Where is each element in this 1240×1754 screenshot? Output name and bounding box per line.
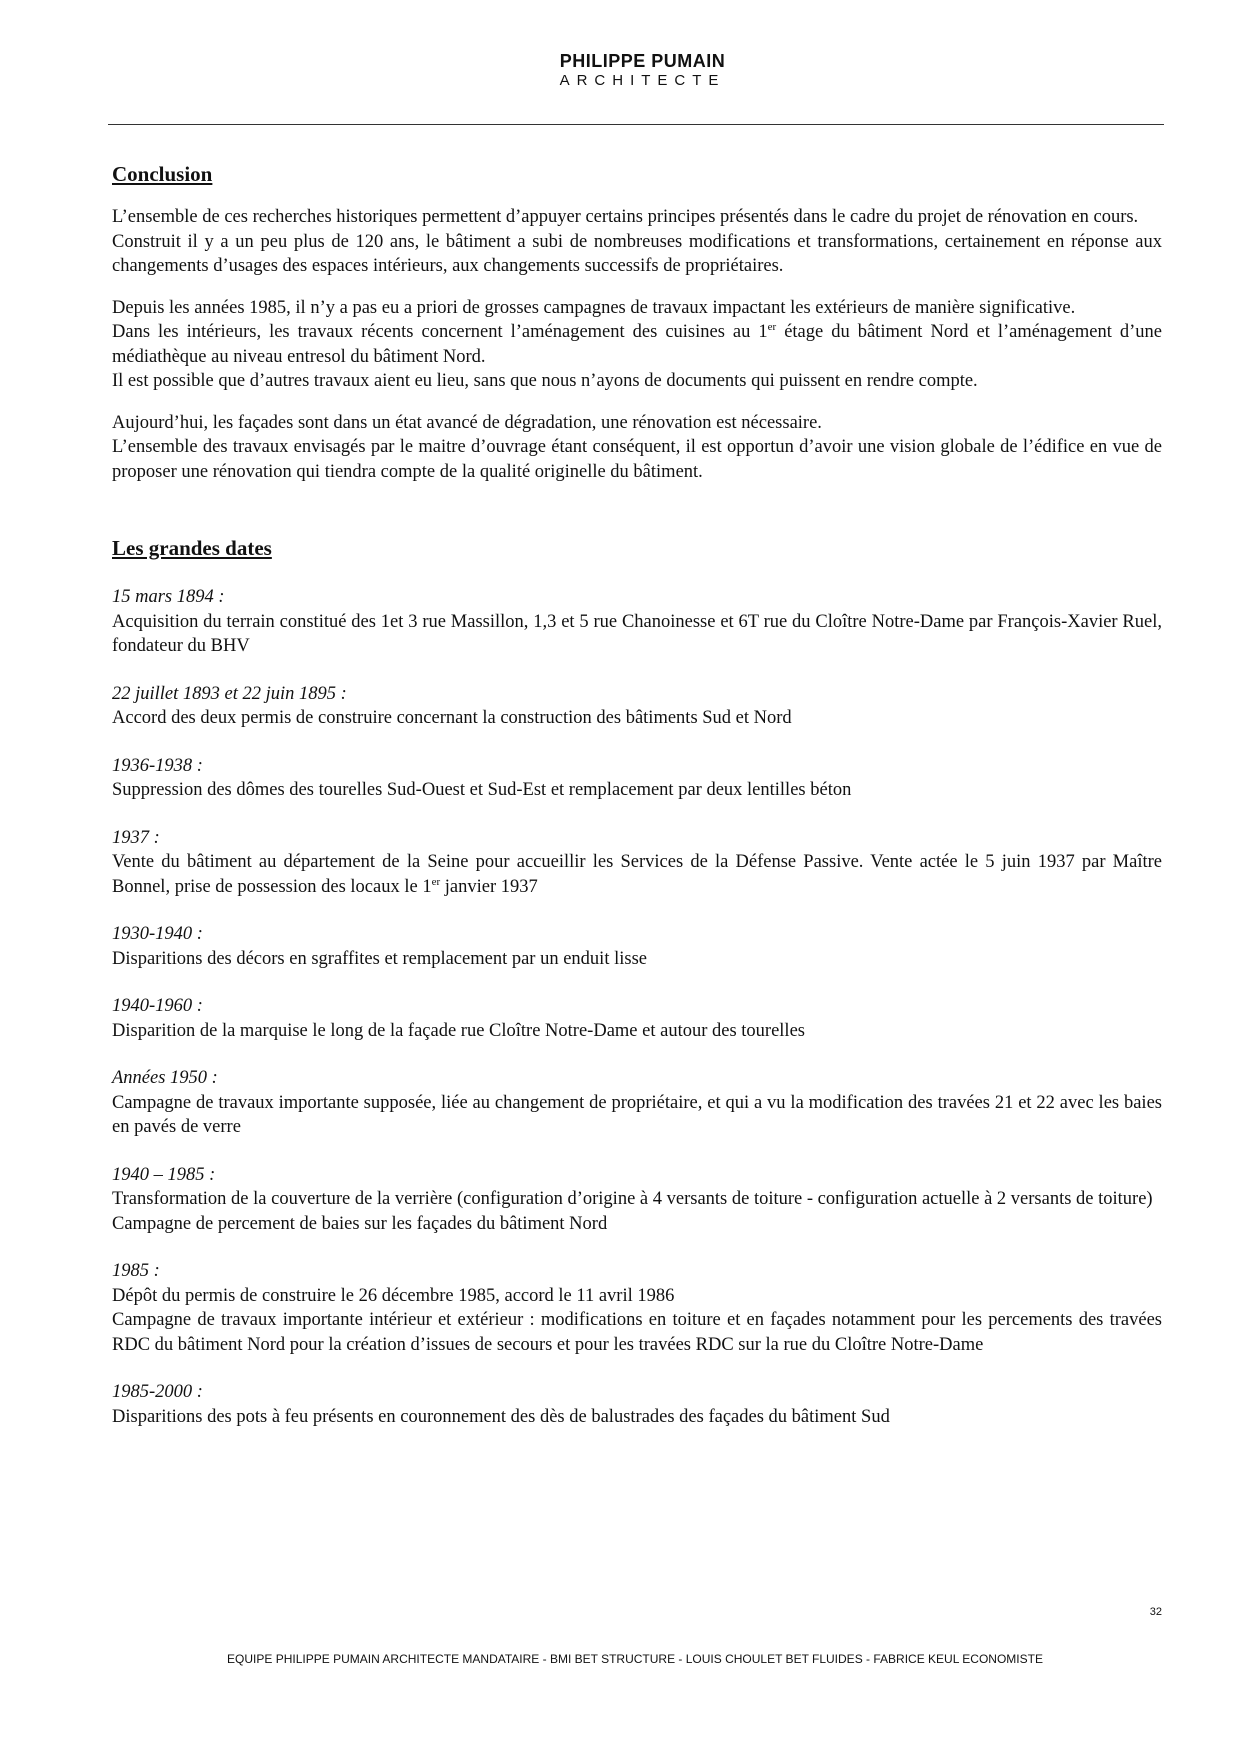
date-entry — [112, 1259, 1162, 1357]
entry-date: 22 juillet 1893 et 22 juin 1895 : — [112, 683, 347, 704]
date-entry — [112, 826, 1162, 900]
entry-description: Transformation de la couverture de la verrière (configuration d’origine à 4 versants de toiture - configuration actuelle à 2 versants de toiture) — [112, 1189, 1153, 1209]
date-entry — [112, 922, 1162, 971]
letterhead — [0, 50, 1240, 90]
entry-date: 1930-1940 : — [112, 924, 203, 944]
entry-description: Disparitions des pots à feu présents en couronnement des dès de balustrades des façades du bâtiment Sud — [112, 1406, 890, 1427]
footer-credits: EQUIPE PHILIPPE PUMAIN ARCHITECTE MANDATAIRE - BMI BET STRUCTURE - LOUIS CHOULET BET FLUIDES - FABRICE KEUL ECONOMISTE — [227, 1652, 1043, 1666]
entry-date: 1940 – 1985 : — [112, 1164, 216, 1185]
entry-date: 1937 : — [112, 827, 160, 848]
date-entry — [112, 682, 1162, 731]
architect-role: ARCHITECTE — [559, 72, 726, 89]
entry-date: 1985-2000 : — [112, 1382, 203, 1402]
conclusion-paragraph: Aujourd’hui, les façades sont dans un état avancé de dégradation, une rénovation est nécessaire. — [112, 412, 822, 433]
entry-description: Accord des deux permis de construire concernant la construction des bâtiments Sud et Nord — [112, 708, 792, 728]
conclusion-paragraph: L’ensemble de ces recherches historiques permettent d’appuyer certains principes présentés dans le cadre du projet de rénovation en cours. — [112, 207, 1139, 227]
date-entry — [112, 1163, 1162, 1237]
date-entry — [112, 754, 1162, 803]
conclusion-paragraph: Dans les intérieurs, les travaux récents concernent l’aménagement des cuisines au 1er étage du bâtiment Nord et l’aménagement d’une médiathèque au niveau entresol du bâtiment Nord. — [112, 321, 1162, 367]
conclusion-heading: Conclusion — [112, 162, 213, 186]
architect-name: PHILIPPE PUMAIN — [559, 51, 726, 71]
entry-description: Disparitions des décors en sgraffites et remplacement par un enduit lisse — [112, 948, 647, 969]
document-body — [112, 160, 1162, 1452]
entry-description: Vente du bâtiment au département de la Seine pour accueillir les Services de la Défense Passive. Vente actée le 5 juin 1937 par Maître Bonnel, prise de possession des locaux le 1er janvier 1937 — [112, 852, 1162, 897]
page-number: 32 — [1149, 1606, 1162, 1618]
header-divider — [108, 124, 1164, 125]
entry-date: Années 1950 : — [112, 1068, 218, 1088]
entry-date: 15 mars 1894 : — [112, 587, 225, 607]
entry-description: Campagne de travaux importante intérieur et extérieur : modifications en toiture et en façades notamment pour les percements des travées RDC du bâtiment Nord pour la création d’issues de secours et pour les travées RDC sur la rue du Cloître Notre-Dame — [112, 1310, 1162, 1355]
date-entry — [112, 1380, 1162, 1429]
entry-description: Suppression des dômes des tourelles Sud-Ouest et Sud-Est et remplacement par deux lentilles béton — [112, 780, 852, 800]
conclusion-paragraph: Depuis les années 1985, il n’y a pas eu a priori de grosses campagnes de travaux impactant les extérieurs de manière significative. — [112, 297, 1076, 318]
entry-description: Campagne de travaux importante supposée, liée au changement de propriétaire, et qui a vu la modification des travées 21 et 22 avec les baies en pavés de verre — [112, 1092, 1162, 1137]
date-entry — [112, 1066, 1162, 1140]
entry-description: Acquisition du terrain constitué des 1et 3 rue Massillon, 1,3 et 5 rue Chanoinesse et 6T rue du Cloître Notre-Dame par François-Xavier Ruel, fondateur du BHV — [112, 611, 1162, 656]
entry-date: 1936-1938 : — [112, 755, 203, 776]
entry-description: Dépôt du permis de construire le 26 décembre 1985, accord le 11 avril 1986 — [112, 1285, 675, 1306]
conclusion-paragraph: Construit il y a un peu plus de 120 ans, le bâtiment a subi de nombreuses modifications et transformations, certainement en réponse aux changements d’usages des espaces intérieurs, aux changements successifs de propriétaires. — [112, 231, 1162, 276]
dates-list — [112, 585, 1162, 1429]
entry-description: Campagne de percement de baies sur les façades du bâtiment Nord — [112, 1213, 608, 1234]
conclusion-paragraph: L’ensemble des travaux envisagés par le maitre d’ouvrage étant conséquent, il est opportun d’avoir une vision globale de l’édifice en vue de proposer une rénovation qui tiendra compte de la qualité originelle du bâtiment. — [112, 437, 1162, 482]
conclusion-paragraph: Il est possible que d’autres travaux aient eu lieu, sans que nous n’ayons de documents qui puissent en rendre compte. — [112, 371, 978, 391]
entry-description: Disparition de la marquise le long de la façade rue Cloître Notre-Dame et autour des tourelles — [112, 1020, 805, 1041]
entry-date: 1940-1960 : — [112, 996, 203, 1016]
date-entry — [112, 994, 1162, 1043]
entry-date: 1985 : — [112, 1261, 160, 1281]
dates-heading: Les grandes dates — [112, 536, 272, 560]
date-entry — [112, 585, 1162, 659]
